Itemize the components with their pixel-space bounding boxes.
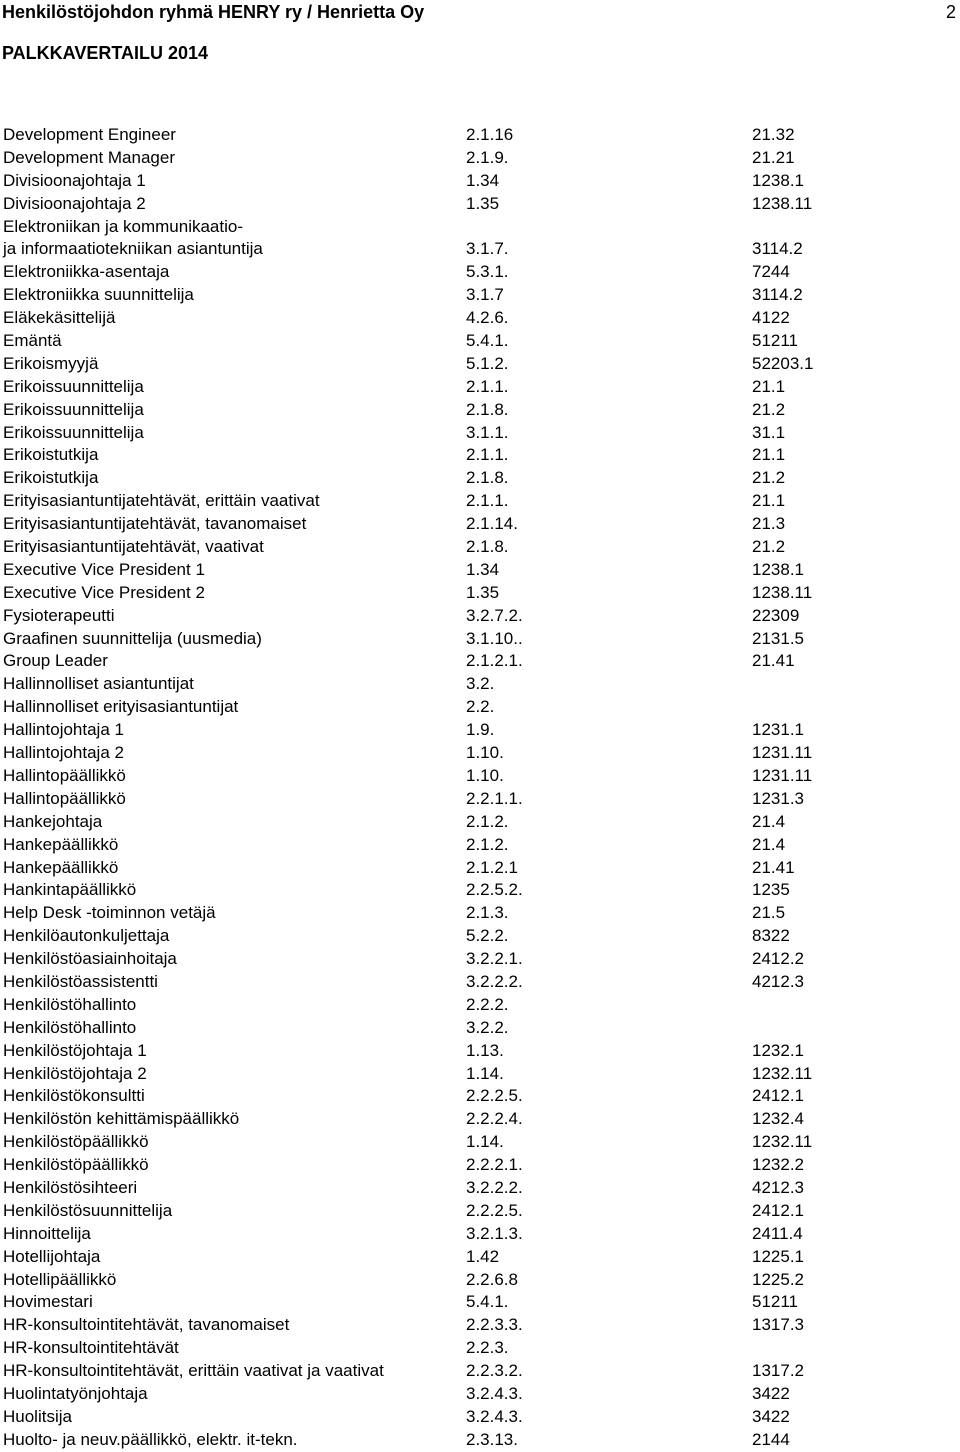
classification-cell: 7244	[752, 262, 790, 282]
job-title-cell: Erityisasiantuntijatehtävät, erittäin vaativat	[3, 491, 320, 511]
table-row	[3, 1085, 953, 1108]
job-title-cell: Fysioterapeutti	[3, 605, 115, 625]
table-row	[3, 330, 953, 353]
classification-cell: 21.41	[752, 651, 795, 671]
table-row	[3, 422, 953, 445]
job-code-cell: 2.1.8.	[466, 468, 509, 488]
job-code-cell: 2.1.2.	[466, 834, 509, 854]
job-code-cell: 2.2.2.4.	[466, 1109, 523, 1129]
classification-cell: 1232.11	[752, 1063, 813, 1083]
classification-cell: 21.4	[752, 834, 786, 854]
job-title-cell: ja informaatiotekniikan asiantuntija	[3, 239, 263, 259]
job-code-cell: 3.2.2.1.	[466, 949, 523, 969]
classification-cell: 1231.11	[752, 765, 813, 785]
job-title-cell: Henkilöstösuunnittelija	[3, 1200, 173, 1220]
job-code-cell: 4.2.6.	[466, 308, 509, 328]
job-title-cell: Group Leader	[3, 651, 108, 671]
job-title-cell: Henkilöstökonsultti	[3, 1086, 145, 1106]
job-code-cell: 1.34	[466, 559, 500, 579]
table-row	[3, 696, 953, 719]
job-title-cell: Elektroniikan ja kommunikaatio-	[3, 216, 243, 236]
job-code-cell: 1.34	[466, 170, 500, 190]
job-code-cell: 1.42	[466, 1246, 500, 1266]
job-code-cell: 3.1.1.	[466, 422, 509, 442]
table-row	[3, 857, 953, 880]
classification-cell: 1232.1	[752, 1040, 804, 1060]
salary-comparison-table	[3, 124, 953, 1452]
job-code-cell: 2.2.3.2.	[466, 1361, 523, 1381]
job-code-cell: 2.2.6.8	[466, 1269, 518, 1289]
job-title-cell: Divisioonajohtaja 2	[3, 193, 146, 213]
job-code-cell: 1.35	[466, 582, 500, 602]
table-row	[3, 1131, 953, 1154]
job-code-cell: 5.4.1.	[466, 1292, 509, 1312]
job-code-cell: 1.14.	[466, 1132, 504, 1152]
job-title-cell: Divisioonajohtaja 1	[3, 170, 146, 190]
job-code-cell: 3.2.2.	[466, 1017, 509, 1037]
job-title-cell: Elektroniikka-asentaja	[3, 262, 170, 282]
job-title-cell: Henkilöstöpäällikkö	[3, 1155, 149, 1175]
classification-cell: 1238.11	[752, 582, 813, 602]
job-code-cell: 1.35	[466, 193, 500, 213]
job-code-cell: 2.1.16	[466, 125, 514, 144]
job-code-cell: 2.1.1.	[466, 445, 509, 465]
classification-cell: 1225.1	[752, 1246, 804, 1266]
classification-cell: 2144	[752, 1429, 790, 1449]
job-code-cell: 2.1.9.	[466, 147, 509, 167]
classification-cell: 21.2	[752, 468, 786, 488]
table-row	[3, 1383, 953, 1406]
job-code-cell: 2.2.2.5.	[466, 1086, 523, 1106]
job-code-cell: 2.2.1.1.	[466, 788, 523, 808]
job-title-cell: Hallintopäällikkö	[3, 788, 126, 808]
job-code-cell: 2.1.8.	[466, 537, 509, 557]
page-header	[2, 0, 958, 24]
table-row	[3, 399, 953, 422]
job-title-cell: Emäntä	[3, 331, 62, 351]
table-row	[3, 1337, 953, 1360]
job-code-cell: 3.2.7.2.	[466, 605, 523, 625]
job-title-cell: Henkilöautonkuljettaja	[3, 926, 170, 946]
job-code-cell: 1.10.	[466, 765, 504, 785]
job-code-cell: 2.2.2.1.	[466, 1155, 523, 1175]
job-code-cell: 3.1.7	[466, 285, 504, 305]
job-title-cell: Erikoissuunnittelija	[3, 376, 144, 396]
job-code-cell: 2.1.8.	[466, 399, 509, 419]
job-code-cell: 3.1.10..	[466, 628, 523, 648]
job-title-cell: Erikoistutkija	[3, 445, 99, 465]
table-row	[3, 925, 953, 948]
classification-cell: 21.4	[752, 811, 786, 831]
job-title-cell: Hovimestari	[3, 1292, 93, 1312]
table-row	[3, 673, 953, 696]
job-code-cell: 1.14.	[466, 1063, 504, 1083]
classification-cell: 21.5	[752, 903, 786, 923]
table-row	[3, 628, 953, 651]
classification-cell: 21.1	[752, 445, 786, 465]
table-row	[3, 1108, 953, 1131]
table-row	[3, 948, 953, 971]
job-title-cell: Huolto- ja neuv.päällikkö, elektr. it-tekn.	[3, 1429, 298, 1449]
classification-cell: 1231.1	[752, 720, 804, 740]
classification-cell: 3422	[752, 1383, 790, 1403]
classification-cell: 1317.2	[752, 1361, 804, 1381]
classification-cell: 21.2	[752, 537, 786, 557]
table-row	[3, 261, 953, 284]
job-title-cell: Huolitsija	[3, 1406, 72, 1426]
classification-cell: 8322	[752, 926, 790, 946]
job-title-cell: Development Engineer	[3, 125, 176, 144]
table-row	[3, 605, 953, 628]
classification-cell: 1231.11	[752, 743, 813, 763]
job-title-cell: Erikoistutkija	[3, 468, 99, 488]
document-title: PALKKAVERTAILU 2014	[2, 43, 209, 63]
job-code-cell: 3.2.2.2.	[466, 1177, 523, 1197]
classification-cell: 1225.2	[752, 1269, 804, 1289]
job-code-cell: 3.2.1.3.	[466, 1223, 523, 1243]
job-code-cell: 2.1.1.	[466, 491, 509, 511]
classification-cell: 4212.3	[752, 1177, 804, 1197]
job-title-cell: Erityisasiantuntijatehtävät, vaativat	[3, 537, 264, 557]
table-row	[3, 353, 953, 376]
job-title-cell: Hallintojohtaja 1	[3, 720, 124, 740]
header-title: Henkilöstöjohdon ryhmä HENRY ry / Henrietta Oy	[2, 2, 425, 22]
job-code-cell: 3.2.4.3.	[466, 1406, 523, 1426]
classification-cell: 2131.5	[752, 628, 804, 648]
classification-cell: 1317.3	[752, 1315, 804, 1335]
job-code-cell: 2.1.2.	[466, 811, 509, 831]
table-row	[3, 1406, 953, 1429]
table-row	[3, 1360, 953, 1383]
table-row	[3, 284, 953, 307]
table-row	[3, 444, 953, 467]
job-title-cell: Henkilöstöjohtaja 2	[3, 1063, 147, 1083]
job-code-cell: 1.13.	[466, 1040, 504, 1060]
classification-cell: 22309	[752, 605, 800, 625]
table-row	[3, 1246, 953, 1269]
job-code-cell: 2.2.3.3.	[466, 1315, 523, 1335]
job-title-cell: Erikoissuunnittelija	[3, 422, 144, 442]
classification-cell: 1238.1	[752, 170, 804, 190]
job-code-cell: 2.1.2.1.	[466, 651, 523, 671]
job-title-cell: HR-konsultointitehtävät	[3, 1338, 179, 1358]
job-code-cell: 5.2.2.	[466, 926, 509, 946]
job-title-cell: Development Manager	[3, 147, 175, 167]
job-title-cell: Henkilöstöpäällikkö	[3, 1132, 149, 1152]
job-code-cell: 2.1.1.	[466, 376, 509, 396]
table-row	[3, 147, 953, 170]
classification-cell: 52203.1	[752, 353, 814, 373]
job-code-cell: 2.1.14.	[466, 514, 518, 534]
table-row	[3, 1040, 953, 1063]
table-row	[3, 307, 953, 330]
table-row	[3, 1154, 953, 1177]
classification-cell: 21.3	[752, 514, 786, 534]
job-code-cell: 5.3.1.	[466, 262, 509, 282]
classification-cell: 2412.1	[752, 1200, 804, 1220]
job-code-cell: 3.2.2.2.	[466, 971, 523, 991]
table-row	[3, 513, 953, 536]
classification-cell: 21.2	[752, 399, 786, 419]
job-code-cell: 2.2.2.5.	[466, 1200, 523, 1220]
classification-cell: 1235	[752, 880, 790, 900]
table-row	[3, 1063, 953, 1086]
job-title-cell: Hallintopäällikkö	[3, 765, 126, 785]
job-code-cell: 2.2.3.	[466, 1338, 509, 1358]
table-row	[3, 650, 953, 673]
classification-cell: 2411.4	[752, 1223, 803, 1243]
table-row	[3, 1291, 953, 1314]
table-row	[3, 216, 953, 239]
table-row	[3, 1314, 953, 1337]
table-row	[3, 994, 953, 1017]
job-code-cell: 5.1.2.	[466, 353, 509, 373]
table-row	[3, 170, 953, 193]
job-title-cell: Executive Vice President 2	[3, 582, 205, 602]
classification-cell: 3422	[752, 1406, 790, 1426]
classification-cell: 1232.4	[752, 1109, 804, 1129]
classification-cell: 1232.11	[752, 1132, 813, 1152]
job-code-cell: 3.2.	[466, 674, 495, 694]
table-row	[3, 1200, 953, 1223]
job-code-cell: 2.1.2.1	[466, 857, 518, 877]
job-title-cell: Henkilöstöasiainhoitaja	[3, 949, 177, 969]
job-title-cell: Hankejohtaja	[3, 811, 103, 831]
job-code-cell: 2.2.	[466, 697, 495, 717]
job-code-cell: 2.2.5.2.	[466, 880, 523, 900]
classification-cell: 21.21	[752, 147, 795, 167]
job-title-cell: HR-konsultointitehtävät, erittäin vaativat ja vaativat	[3, 1361, 384, 1381]
job-code-cell: 1.9.	[466, 720, 495, 740]
table-row	[3, 467, 953, 490]
job-title-cell: Help Desk -toiminnon vetäjä	[3, 903, 216, 923]
job-title-cell: Hankepäällikkö	[3, 834, 119, 854]
classification-cell: 3114.2	[752, 285, 803, 305]
job-title-cell: Hallintojohtaja 2	[3, 743, 124, 763]
job-title-cell: Erikoissuunnittelija	[3, 399, 144, 419]
job-code-cell: 2.3.13.	[466, 1429, 518, 1449]
table-row	[3, 559, 953, 582]
classification-cell: 51211	[752, 1292, 799, 1312]
job-title-cell: Henkilöstöhallinto	[3, 1017, 137, 1037]
classification-cell: 21.41	[752, 857, 795, 877]
table-row	[3, 971, 953, 994]
classification-cell: 4122	[752, 308, 790, 328]
classification-cell: 21.32	[752, 125, 795, 144]
table-row	[3, 490, 953, 513]
table-row	[3, 1017, 953, 1040]
job-title-cell: Hotellipäällikkö	[3, 1269, 117, 1289]
classification-cell: 1232.2	[752, 1155, 804, 1175]
table-row	[3, 193, 953, 216]
job-title-cell: Hotellijohtaja	[3, 1246, 101, 1266]
classification-cell: 1238.11	[752, 193, 813, 213]
classification-cell: 31.1	[752, 422, 786, 442]
table-row	[3, 1177, 953, 1200]
table-row	[3, 765, 953, 788]
job-code-cell: 1.10.	[466, 743, 504, 763]
job-title-cell: Erikoismyyjä	[3, 353, 99, 373]
job-code-cell: 3.2.4.3.	[466, 1383, 523, 1403]
job-title-cell: Huolintatyönjohtaja	[3, 1383, 148, 1403]
job-title-cell: Hinnoittelija	[3, 1223, 91, 1243]
job-title-cell: Hallinnolliset erityisasiantuntijat	[3, 697, 239, 717]
table-row	[3, 902, 953, 925]
table-row	[3, 1269, 953, 1292]
table-row	[3, 742, 953, 765]
job-title-cell: Henkilöstöjohtaja 1	[3, 1040, 147, 1060]
job-code-cell: 5.4.1.	[466, 331, 509, 351]
classification-cell: 21.1	[752, 491, 786, 511]
job-title-cell: Henkilöstön kehittämispäällikkö	[3, 1109, 240, 1129]
job-title-cell: Henkilöstöhallinto	[3, 994, 137, 1014]
table-row	[3, 124, 953, 147]
classification-cell: 2412.1	[752, 1086, 804, 1106]
job-title-cell: Elektroniikka suunnittelija	[3, 285, 194, 305]
classification-cell: 21.1	[752, 376, 786, 396]
classification-cell: 1238.1	[752, 559, 804, 579]
job-code-cell: 3.1.7.	[466, 239, 509, 259]
table-row	[3, 879, 953, 902]
classification-cell: 3114.2	[752, 239, 803, 259]
table-row	[3, 719, 953, 742]
table-row	[3, 376, 953, 399]
job-title-cell: Erityisasiantuntijatehtävät, tavanomaiset	[3, 514, 307, 534]
table-row	[3, 811, 953, 834]
classification-cell: 2412.2	[752, 949, 804, 969]
job-title-cell: Hankintapäällikkö	[3, 880, 137, 900]
job-title-cell: Hankepäällikkö	[3, 857, 119, 877]
job-title-cell: Graafinen suunnittelija (uusmedia)	[3, 628, 262, 648]
page-number: 2	[945, 2, 956, 22]
job-title-cell: Eläkekäsittelijä	[3, 308, 116, 328]
table-row	[3, 834, 953, 857]
job-code-cell: 2.1.3.	[466, 903, 509, 923]
classification-cell: 4212.3	[752, 971, 804, 991]
job-title-cell: Henkilöstösihteeri	[3, 1177, 138, 1197]
job-title-cell: Hallinnolliset asiantuntijat	[3, 674, 194, 694]
job-code-cell: 2.2.2.	[466, 994, 509, 1014]
table-row	[3, 582, 953, 605]
job-title-cell: Executive Vice President 1	[3, 559, 205, 579]
table-row	[3, 1429, 953, 1452]
classification-cell: 51211	[752, 331, 799, 351]
classification-cell: 1231.3	[752, 788, 804, 808]
job-title-cell: HR-konsultointitehtävät, tavanomaiset	[3, 1315, 290, 1335]
job-title-cell: Henkilöstöassistentti	[3, 971, 158, 991]
table-row	[3, 788, 953, 811]
table-row	[3, 1223, 953, 1246]
table-row	[3, 536, 953, 559]
table-row	[3, 238, 953, 261]
